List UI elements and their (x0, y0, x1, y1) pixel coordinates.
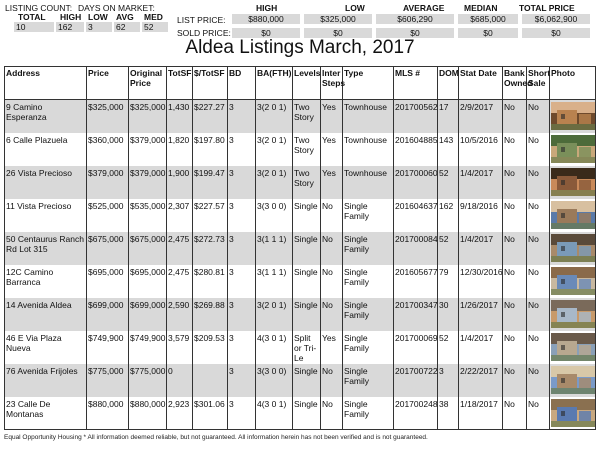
list-price-average: $606,290 (376, 14, 454, 24)
cell-type: Single Family (343, 199, 394, 232)
cell-short-sale: No (527, 331, 550, 364)
cell-price-per-sf: $280.81 (193, 265, 228, 298)
cell-inter-steps: No (321, 298, 343, 331)
property-photo[interactable] (551, 333, 595, 361)
cell-ba: 4(3 0 1) (256, 331, 293, 364)
cell-inter-steps: No (321, 265, 343, 298)
cell-totsf: 0 (167, 364, 193, 397)
cell-price-per-sf (193, 364, 228, 397)
col-short-sale[interactable]: Short Sale (527, 67, 550, 100)
cell-bank-owned: No (503, 364, 527, 397)
cell-mls: 201700248 (394, 397, 438, 430)
cell-dom: 143 (438, 133, 459, 166)
cell-levels: Single (293, 265, 321, 298)
property-photo[interactable] (551, 399, 595, 427)
cell-inter-steps: Yes (321, 331, 343, 364)
table-row[interactable] (5, 265, 596, 298)
cell-photo (550, 100, 596, 133)
cell-stat-date: 1/4/2017 (459, 331, 503, 364)
cell-price: $749,900 (87, 331, 129, 364)
cell-mls: 201605677 (394, 265, 438, 298)
cell-stat-date: 12/30/2016 (459, 265, 503, 298)
cell-original-price: $379,000 (129, 133, 167, 166)
cell-address: 14 Avenida Aldea (5, 298, 87, 331)
col-price[interactable]: Price (87, 67, 129, 100)
total-count-header: TOTAL (18, 12, 46, 22)
cell-price: $525,000 (87, 199, 129, 232)
col-stat-date[interactable]: Stat Date (459, 67, 503, 100)
cell-dom: 52 (438, 232, 459, 265)
table-row[interactable] (5, 166, 596, 199)
cell-bd: 3 (228, 199, 256, 232)
col-bank-owned[interactable]: Bank Owned (503, 67, 527, 100)
col-totsf[interactable]: TotSF (167, 67, 193, 100)
cell-bd: 3 (228, 364, 256, 397)
listings-table (4, 66, 596, 430)
cell-dom: 52 (438, 331, 459, 364)
cell-bank-owned: No (503, 331, 527, 364)
cell-type: Townhouse (343, 100, 394, 133)
dom-avg-header: AVG (116, 12, 134, 22)
cell-photo (550, 166, 596, 199)
col-price-per-sf[interactable]: $/TotSF (193, 67, 228, 100)
cell-levels: Single (293, 199, 321, 232)
cell-mls: 201700722 (394, 364, 438, 397)
listing-count-label: LISTING COUNT: (5, 3, 73, 13)
cell-mls: 201604885 (394, 133, 438, 166)
cell-bank-owned: No (503, 298, 527, 331)
cell-original-price: $775,000 (129, 364, 167, 397)
property-photo[interactable] (551, 267, 595, 295)
cell-photo (550, 397, 596, 430)
list-price-median: $685,000 (458, 14, 518, 24)
dom-med-value: 52 (142, 22, 168, 32)
cell-photo (550, 133, 596, 166)
cell-bd: 3 (228, 331, 256, 364)
cell-address: 46 E Via Plaza Nueva (5, 331, 87, 364)
cell-address: 6 Calle Plazuela (5, 133, 87, 166)
cell-address: 76 Avenida Frijoles (5, 364, 87, 397)
cell-totsf: 1,430 (167, 100, 193, 133)
cell-short-sale: No (527, 166, 550, 199)
cell-dom: 17 (438, 100, 459, 133)
cell-mls: 201700069 (394, 331, 438, 364)
cell-levels: Split or Tri-Le (293, 331, 321, 364)
cell-totsf: 2,475 (167, 265, 193, 298)
price-high-header: HIGH (256, 3, 278, 13)
cell-price-per-sf: $301.06 (193, 397, 228, 430)
cell-totsf: 2,307 (167, 199, 193, 232)
cell-price: $695,000 (87, 265, 129, 298)
cell-type: Single Family (343, 298, 394, 331)
list-price-high: $880,000 (232, 14, 300, 24)
cell-stat-date: 1/4/2017 (459, 166, 503, 199)
cell-levels: Two Story (293, 100, 321, 133)
cell-inter-steps: Yes (321, 166, 343, 199)
property-photo[interactable] (551, 168, 595, 196)
list-price-total: $6,062,900 (522, 14, 590, 24)
cell-totsf: 1,820 (167, 133, 193, 166)
cell-short-sale: No (527, 133, 550, 166)
cell-price-per-sf: $199.47 (193, 166, 228, 199)
cell-ba: 3(3 0 0) (256, 199, 293, 232)
cell-stat-date: 1/4/2017 (459, 232, 503, 265)
col-bd[interactable]: BD (228, 67, 256, 100)
property-photo[interactable] (551, 135, 595, 163)
property-photo[interactable] (551, 201, 595, 229)
cell-bank-owned: No (503, 397, 527, 430)
list-price-label: LIST PRICE: (177, 15, 226, 25)
col-type[interactable]: Type (343, 67, 394, 100)
cell-price-per-sf: $209.53 (193, 331, 228, 364)
cell-bank-owned: No (503, 166, 527, 199)
sold-price-average: $0 (376, 28, 454, 38)
sold-price-label: SOLD PRICE: (177, 28, 231, 38)
dom-low-header: LOW (88, 12, 108, 22)
cell-type: Single Family (343, 331, 394, 364)
cell-price: $379,000 (87, 166, 129, 199)
cell-levels: Single (293, 364, 321, 397)
cell-photo (550, 199, 596, 232)
cell-stat-date: 2/22/2017 (459, 364, 503, 397)
col-levels[interactable]: Levels (293, 67, 321, 100)
col-inter-steps[interactable]: Inter Steps (321, 67, 343, 100)
cell-levels: Single (293, 298, 321, 331)
cell-type: Single Family (343, 265, 394, 298)
cell-bd: 3 (228, 298, 256, 331)
cell-price: $880,000 (87, 397, 129, 430)
table-row[interactable] (5, 133, 596, 166)
cell-ba: 3(2 0 1) (256, 166, 293, 199)
page-title: Aldea Listings March, 2017 (185, 37, 415, 58)
cell-dom: 30 (438, 298, 459, 331)
property-photo[interactable] (551, 102, 595, 130)
cell-short-sale: No (527, 397, 550, 430)
cell-original-price: $749,900 (129, 331, 167, 364)
cell-short-sale: No (527, 199, 550, 232)
dom-low-value: 3 (86, 22, 112, 32)
cell-ba: 3(2 0 1) (256, 100, 293, 133)
cell-price: $699,000 (87, 298, 129, 331)
property-photo[interactable] (551, 300, 595, 328)
cell-stat-date: 1/18/2017 (459, 397, 503, 430)
dom-high-value: 162 (56, 22, 84, 32)
cell-type: Townhouse (343, 133, 394, 166)
cell-stat-date: 1/26/2017 (459, 298, 503, 331)
cell-bank-owned: No (503, 133, 527, 166)
cell-inter-steps: Yes (321, 133, 343, 166)
cell-bd: 3 (228, 265, 256, 298)
cell-ba: 3(2 0 1) (256, 298, 293, 331)
cell-dom: 79 (438, 265, 459, 298)
cell-totsf: 2,590 (167, 298, 193, 331)
cell-inter-steps: Yes (321, 100, 343, 133)
cell-mls: 201700347 (394, 298, 438, 331)
cell-short-sale: No (527, 265, 550, 298)
sold-price-median: $0 (458, 28, 518, 38)
table-row[interactable] (5, 397, 596, 430)
property-photo[interactable] (551, 234, 595, 262)
table-row[interactable] (5, 199, 596, 232)
property-photo[interactable] (551, 366, 595, 394)
col-ba[interactable]: BA(FTH) (256, 67, 293, 100)
cell-mls: 201700060 (394, 166, 438, 199)
dom-med-header: MED (144, 12, 163, 22)
cell-dom: 38 (438, 397, 459, 430)
cell-short-sale: No (527, 100, 550, 133)
col-photo: Photo (550, 67, 596, 100)
cell-bd: 3 (228, 397, 256, 430)
cell-original-price: $325,000 (129, 100, 167, 133)
cell-ba: 3(1 1 1) (256, 232, 293, 265)
price-low-header: LOW (345, 3, 365, 13)
cell-bd: 3 (228, 100, 256, 133)
cell-price-per-sf: $272.73 (193, 232, 228, 265)
cell-price: $775,000 (87, 364, 129, 397)
cell-totsf: 1,900 (167, 166, 193, 199)
cell-ba: 3(1 1 1) (256, 265, 293, 298)
cell-short-sale: No (527, 364, 550, 397)
cell-address: 26 Vista Precioso (5, 166, 87, 199)
cell-ba: 3(2 0 1) (256, 133, 293, 166)
cell-price-per-sf: $227.27 (193, 100, 228, 133)
cell-mls: 201700562 (394, 100, 438, 133)
cell-totsf: 2,475 (167, 232, 193, 265)
cell-address: 23 Calle De Montanas (5, 397, 87, 430)
cell-type: Single Family (343, 397, 394, 430)
cell-totsf: 2,923 (167, 397, 193, 430)
cell-levels: Single (293, 232, 321, 265)
cell-original-price: $675,000 (129, 232, 167, 265)
cell-stat-date: 2/9/2017 (459, 100, 503, 133)
cell-type: Single Family (343, 232, 394, 265)
cell-type: Single Family (343, 364, 394, 397)
table-row[interactable] (5, 232, 596, 265)
cell-ba: 3(3 0 0) (256, 364, 293, 397)
price-median-header: MEDIAN (464, 3, 498, 13)
table-row[interactable] (5, 298, 596, 331)
cell-address: 9 Camino Esperanza (5, 100, 87, 133)
cell-bank-owned: No (503, 232, 527, 265)
cell-bank-owned: No (503, 265, 527, 298)
cell-photo (550, 298, 596, 331)
cell-levels: Two Story (293, 133, 321, 166)
cell-price-per-sf: $197.80 (193, 133, 228, 166)
cell-bd: 3 (228, 232, 256, 265)
dom-high-header: HIGH (60, 12, 82, 22)
table-row[interactable] (5, 331, 596, 364)
table-header-row (5, 67, 596, 100)
cell-mls: 201604637 (394, 199, 438, 232)
cell-inter-steps: No (321, 364, 343, 397)
cell-stat-date: 10/5/2016 (459, 133, 503, 166)
cell-bd: 3 (228, 133, 256, 166)
cell-photo (550, 331, 596, 364)
cell-price: $325,000 (87, 100, 129, 133)
cell-address: 12C Camino Barranca (5, 265, 87, 298)
cell-original-price: $379,000 (129, 166, 167, 199)
cell-inter-steps: No (321, 232, 343, 265)
col-mls[interactable]: MLS # (394, 67, 438, 100)
cell-address: 50 Centaurus Ranch Rd Lot 315 (5, 232, 87, 265)
price-average-header: AVERAGE (403, 3, 445, 13)
col-original-price[interactable]: Original Price (129, 67, 167, 100)
cell-original-price: $695,000 (129, 265, 167, 298)
cell-levels: Two Story (293, 166, 321, 199)
col-address[interactable]: Address (5, 67, 87, 100)
cell-dom: 3 (438, 364, 459, 397)
cell-original-price: $699,000 (129, 298, 167, 331)
cell-dom: 52 (438, 166, 459, 199)
footer-disclaimer: Equal Opportunity Housing * All information deemed reliable, but not guaranteed. All information herein has not been verified and is not guaranteed. (4, 434, 428, 441)
sold-price-low: $0 (304, 28, 372, 38)
cell-short-sale: No (527, 298, 550, 331)
cell-original-price: $535,000 (129, 199, 167, 232)
table-row[interactable] (5, 364, 596, 397)
col-dom[interactable]: DOM (438, 67, 459, 100)
price-total-header: TOTAL PRICE (519, 3, 575, 13)
cell-inter-steps: No (321, 199, 343, 232)
cell-type: Townhouse (343, 166, 394, 199)
list-price-low: $325,000 (304, 14, 372, 24)
cell-photo (550, 364, 596, 397)
cell-bank-owned: No (503, 199, 527, 232)
cell-original-price: $880,000 (129, 397, 167, 430)
cell-price-per-sf: $227.57 (193, 199, 228, 232)
cell-bd: 3 (228, 166, 256, 199)
cell-ba: 4(3 0 1) (256, 397, 293, 430)
cell-short-sale: No (527, 232, 550, 265)
sold-price-high: $0 (232, 28, 300, 38)
cell-levels: Single (293, 397, 321, 430)
cell-inter-steps: No (321, 397, 343, 430)
sold-price-total: $0 (522, 28, 590, 38)
total-count-value: 10 (14, 22, 54, 32)
table-row[interactable] (5, 100, 596, 133)
cell-price: $675,000 (87, 232, 129, 265)
cell-photo (550, 232, 596, 265)
cell-price-per-sf: $269.88 (193, 298, 228, 331)
cell-totsf: 3,579 (167, 331, 193, 364)
days-on-market-label: DAYS ON MARKET: (78, 3, 155, 13)
cell-mls: 201700084 (394, 232, 438, 265)
cell-address: 11 Vista Precioso (5, 199, 87, 232)
cell-price: $360,000 (87, 133, 129, 166)
cell-photo (550, 265, 596, 298)
cell-dom: 162 (438, 199, 459, 232)
cell-bank-owned: No (503, 100, 527, 133)
cell-stat-date: 9/18/2016 (459, 199, 503, 232)
dom-avg-value: 62 (114, 22, 140, 32)
